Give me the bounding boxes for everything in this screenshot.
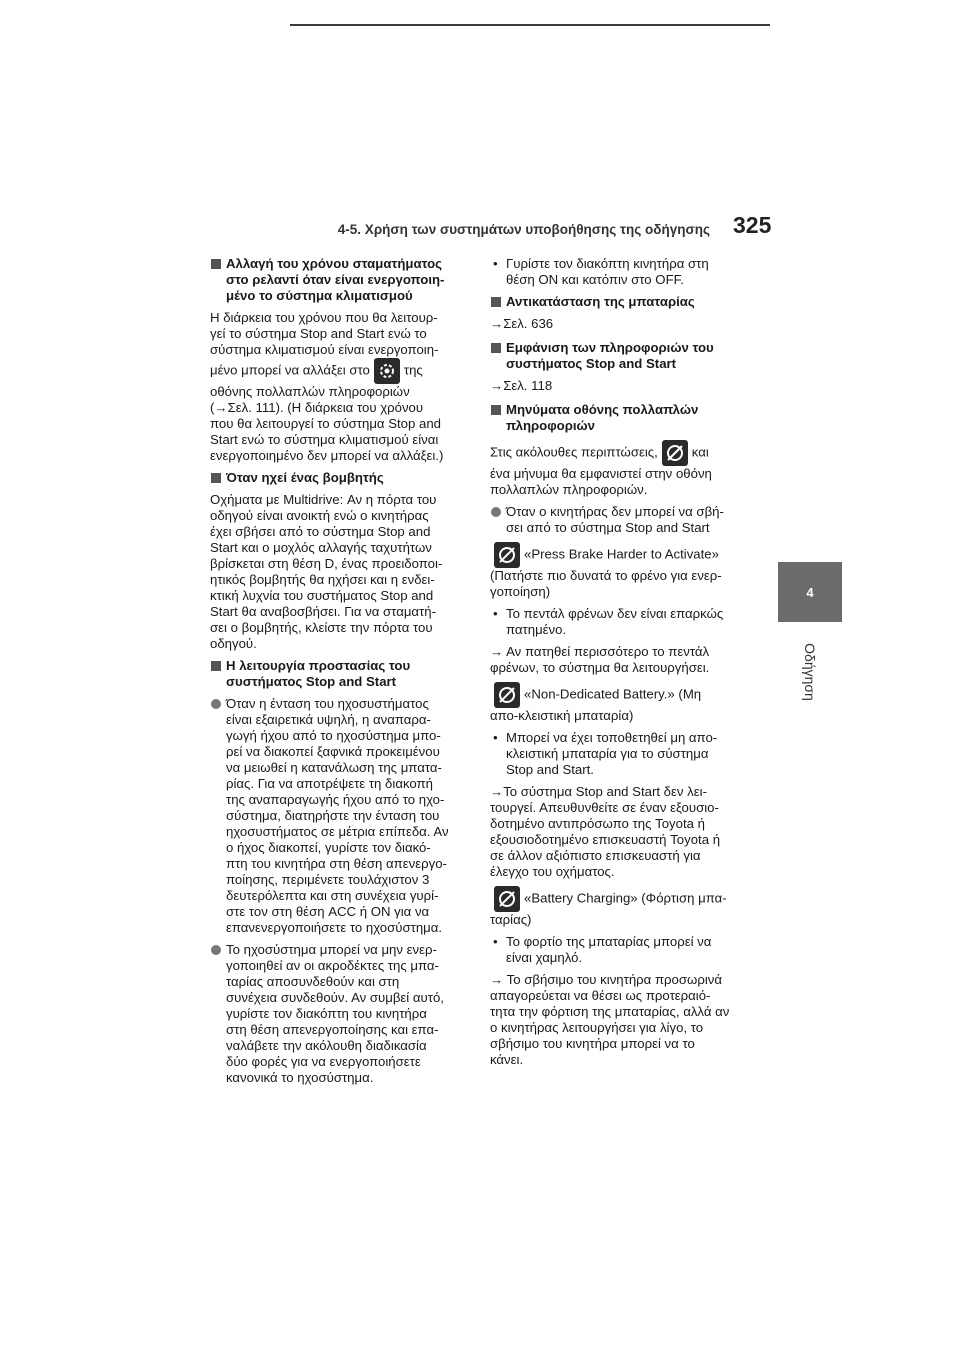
section-heading: Όταν ηχεί ένας βομβητής	[210, 470, 450, 486]
settings-gear-icon	[374, 358, 400, 384]
section-heading: Εμφάνιση των πληροφοριών του συστήματος Stop and Start	[490, 340, 730, 372]
bullet-item: Το ηχοσύστημα μπορεί να μην ενερ-γοποιηθεί αν οι ακροδέκτες της μπα-ταρίας αποσυνδεθούν και στη συνέχεια συνδεθούν. Αν συμβεί αυτό, γυρίστε τον διακόπτη του κινητήρα στη θέση απενεργοποίησης και επα-ναλάβετε την ακόλουθη διαδικασία δύο φορές για να ενεργοποιήσετε κανονικά το ηχοσύστημα.	[210, 942, 450, 1086]
message-item: «Press Brake Harder to Activate» (Πατήστε πιο δυνατά το φρένο για ενερ-γοποίηση)	[490, 542, 730, 600]
action-text: →Το σύστημα Stop and Start δεν λει-τουργεί. Απευθυνθείτε σε έναν εξουσιο-δοτημένο αντιπρόσωπο της Toyota ή εξουσιοδοτημένο επισκευαστή Toyota ή σε άλλον αξιόπιστο επισκευαστή για έλεγχο του οχήματος.	[490, 784, 721, 879]
paragraph: Η διάρκεια του χρόνου που θα λειτουρ-γεί το σύστημα Stop and Start ενώ το σύστημα κλιματισμού είναι ενεργοποιη-μένο μπορεί να αλλάξει στο της οθόνης πολλαπλών πληροφοριών (→Σελ. 111). (Η διάρκεια του χρόνου που θα λειτουργεί το σύστημα Stop and Start ενώ το σύστημα κλιματισμού είναι ενεργοποιημένο δεν μπορεί να αλλάξει.)	[210, 310, 444, 463]
message-item: «Battery Charging» (Φόρτιση μπα-ταρίας)	[490, 886, 730, 928]
paragraph: Στις ακόλουθες περιπτώσεις, και ένα μήνυμα θα εμφανιστεί στην οθόνη πολλαπλών πληροφοριών.	[490, 440, 730, 498]
stop-start-indicator-icon	[494, 682, 520, 708]
sub-bullet: • Το φορτίο της μπαταρίας μπορεί να είναι χαμηλό.	[493, 934, 712, 965]
chapter-number: 4	[806, 584, 814, 600]
bullet-item: Όταν ο κινητήρας δεν μπορεί να σβή-σει από το σύστημα Stop and Start	[490, 504, 730, 536]
chapter-label: Οδήγηση	[802, 643, 818, 701]
right-column	[490, 256, 730, 1074]
section-title: 4-5. Χρήση των συστημάτων υποβοήθησης της οδήγησης	[337, 222, 710, 237]
chapter-tab	[778, 562, 842, 622]
page-reference: →Σελ. 636	[490, 316, 554, 331]
section-heading: Αντικατάσταση της μπαταρίας	[490, 294, 730, 310]
sub-bullet: • Μπορεί να έχει τοποθετηθεί μη απο-κλειστική μπαταρία για το σύστημα Stop and Start.	[493, 730, 718, 777]
action-text: → Το σβήσιμο του κινητήρα προσωρινά απαγορεύεται να θέσει ως προτεραιό-τητα την φόρτιση της μπαταρίας, αλλά αν ο κινητήρας λειτουργήσει για λίγο, το σβήσιμο του κινητήρα μπορεί να το κάνει.	[490, 972, 730, 1067]
sub-bullet: • Το πεντάλ φρένων δεν είναι επαρκώς πατημένο.	[493, 606, 724, 637]
section-heading: Αλλαγή του χρόνου σταματήματος στο ρελαντί όταν είναι ενεργοποιη-μένο το σύστημα κλιματισμού	[210, 256, 450, 304]
stop-start-indicator-icon	[662, 440, 688, 466]
left-column	[210, 256, 450, 1092]
section-heading: Η λειτουργία προστασίας του συστήματος Stop and Start	[210, 658, 450, 690]
stop-start-indicator-icon	[494, 542, 520, 568]
bullet-item: Όταν η ένταση του ηχοσυστήματος είναι εξαιρετικά υψηλή, η αναπαρα-γωγή ήχου από το ηχοσύστημα μπο-ρεί να διακοπεί ξαφνικά προκειμένου να μειωθεί η κατανάλωση της μπατα-ρίας. Για να αποτρέψετε τη διακοπή της αναπαραγωγής ήχου από το ηχο-σύστημα, διατηρήστε την ένταση του ηχοσυστήματος σε μέτρια επίπεδα. Αν ο ήχος διακοπεί, γυρίστε τον διακό-πτη του κινητήρα στη θέση απενεργο-ποίησης, περιμένετε τουλάχιστον 3 δευτερόλεπτα και στη συνέχεια γυρί-στε τον στη θέση ACC ή ON για να επανενεργοποιήσετε το ηχοσύστημα.	[210, 696, 450, 936]
sub-bullet: • Γυρίστε τον διακόπτη κινητήρα στη θέση ON και κατόπιν στο OFF.	[493, 256, 709, 287]
action-text: → Αν πατηθεί περισσότερο το πεντάλ φρένων, το σύστημα θα λειτουργήσει.	[490, 644, 710, 675]
section-heading: Μηνύματα οθόνης πολλαπλών πληροφοριών	[490, 402, 730, 434]
message-item: «Non-Dedicated Battery.» (Μη απο-κλειστική μπαταρία)	[490, 682, 730, 724]
page-number: 325	[733, 212, 772, 238]
header-rule	[290, 24, 770, 26]
page-reference: →Σελ. 118	[490, 378, 553, 393]
paragraph: Οχήματα με Multidrive: Αν η πόρτα του οδηγού είναι ανοικτή ενώ ο κινητήρας έχει σβήσει από το σύστημα Stop and Start και ο μοχλός αλλαγής ταχυτήτων βρίσκεται στη θέση D, ένας προειδοποι-ητικός βομβητής θα ηχήσει και η ενδει-κτική λυχνία του συστήματος Stop and Start θα αναβοσβήσει. Για να σταματή-σει ο βομβητής, κλείστε την πόρτα του οδηγού.	[210, 492, 443, 651]
stop-start-indicator-icon	[494, 886, 520, 912]
